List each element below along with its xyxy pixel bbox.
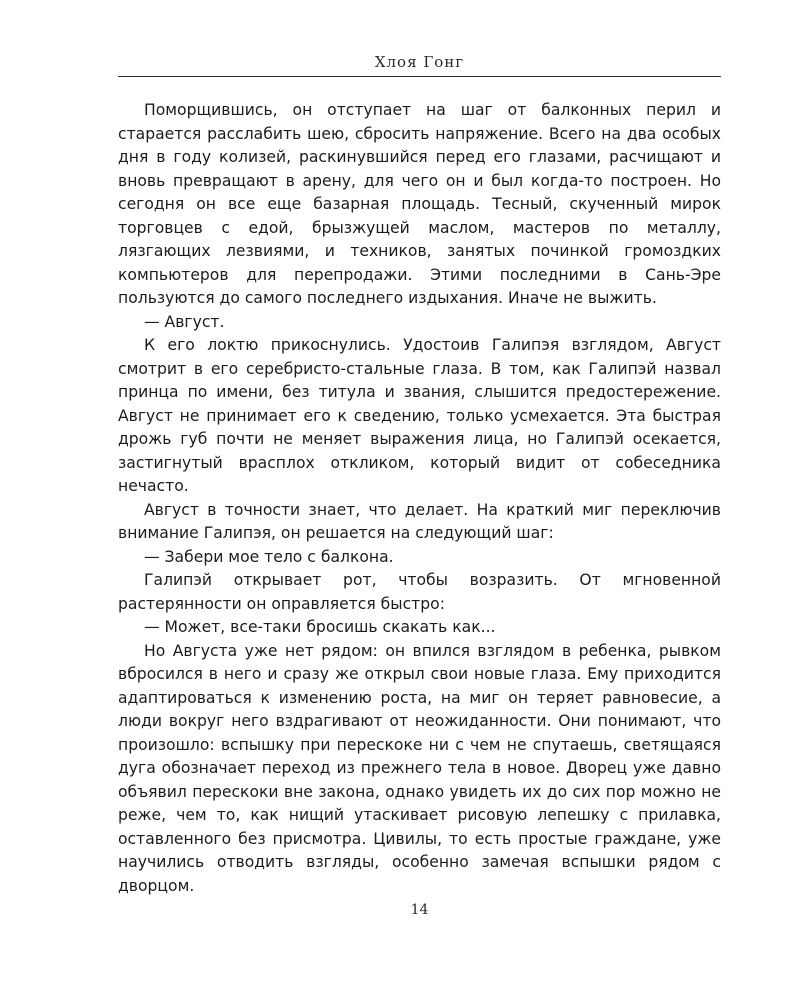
paragraph: К его локтю прикоснулись. Удостоив Галипэя взглядом, Август смотрит в его серебристо-стальные глаза. В том, как Галипэй назвал принца по имени, без титула и звания, слышится предостережение. Август не принимает его к сведению, только усмехается. Эта быстрая дрожь губ почти не меняет выражения лица, но Галипэй осекается, застигнутый врасплох откликом, который видит от собеседника нечасто. [118,336,721,495]
paragraph: Август в точности знает, что делает. На краткий миг переключив внимание Галипэя, он решается на следующий шаг: [118,500,721,542]
paragraph: Но Августа уже нет рядом: он впился взглядом в ребенка, рывком вбросился в него и сразу же открыл свои новые глаза. Ему приходится адаптироваться к изменению роста, на миг он теряет равновесие, а люди вокруг него вздрагивают от неожиданности. Они понимают, что произошло: вспышку при перескоке ни с чем не спутаешь, светящаяся дуга обозначает переход из прежнего тела в новое. Дворец уже давно объявил перескоки вне закона, однако увидеть их до сих пор можно не реже, чем то, как нищий утаскивает рисовую лепешку с прилавка, оставленного без присмотра. Цивилы, то есть простые граждане, уже научились отводить взгляды, особенно замечая вспышки рядом с дворцом. [118,641,721,895]
body-text [118,99,721,898]
paragraph: Поморщившись, он отступает на шаг от балконных перил и старается расслабить шею, сбросить напряжение. Всего на два особых дня в году колизей, раскинувшийся перед его глазами, расчищают и вновь превращают в арену, для чего он и был когда-то построен. Но сегодня он все еще базарная площадь. Тесный, скученный мирок торговцев с едой, брызжущей маслом, мастеров по металлу, лязгающих лезвиями, и техников, занятых починкой громоздких компьютеров для перепродажи. Этими последними в Сань-Эре пользуются до самого последнего издыхания. Иначе не выжить. [118,101,721,307]
page-number: 14 [410,902,429,918]
paragraph: — Может, все-таки бросишь скакать как... [144,618,496,636]
paragraph: — Забери мое тело с балкона. [144,547,394,566]
book-page [118,50,721,970]
header-rule [118,76,721,77]
paragraph: — Август. [144,312,225,331]
running-head-title: Хлоя Гонг [374,53,465,71]
paragraph: Галипэй открывает рот, чтобы возразить. От мгновенной растерянности он оправляется быстро: [118,571,721,613]
